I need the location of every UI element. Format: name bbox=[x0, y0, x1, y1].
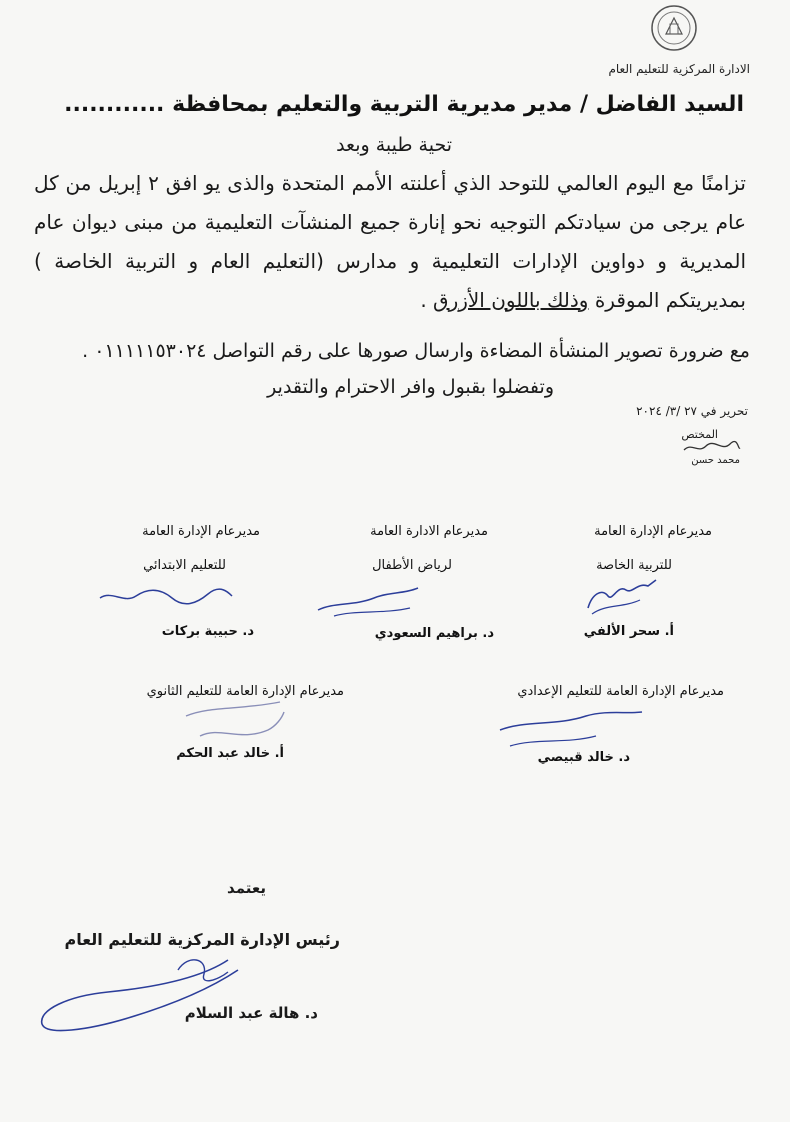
closing-line: وتفضلوا بقبول وافر الاحترام والتقدير bbox=[267, 376, 554, 398]
signature-name: د. خالد قبيصي bbox=[537, 750, 630, 765]
signature-subtitle: للتربية الخاصة bbox=[596, 558, 672, 573]
signature-subtitle: للتعليم الابتدائي bbox=[143, 558, 226, 573]
handwritten-signature-icon bbox=[314, 580, 424, 620]
addressee-line: السيد الفاضل / مدير مديرية التربية والتعليم بمحافظة ............ bbox=[64, 92, 744, 117]
signature-title: مديرعام الإدارة العامة للتعليم الثانوي bbox=[146, 684, 344, 699]
signature-title: مديرعام الإدارة العامة bbox=[142, 524, 260, 539]
approval-title: رئيس الإدارة المركزية للتعليم العام bbox=[64, 930, 340, 949]
issue-date: تحرير في ٢٧ /٣/ ٢٠٢٤ bbox=[636, 404, 748, 418]
handwritten-signature-icon bbox=[180, 696, 290, 752]
letter-body bbox=[34, 164, 746, 320]
body-end: . bbox=[420, 288, 434, 312]
handwritten-signature-icon bbox=[96, 584, 236, 610]
signature-title: مديرعام الإدارة العامة bbox=[594, 524, 712, 539]
signature-name: د. براهيم السعودي bbox=[374, 626, 494, 641]
specialist-name: محمد حسن bbox=[691, 455, 740, 466]
body-underlined-text: وذلك باللون الأزرق bbox=[433, 288, 589, 312]
handwritten-signature-icon bbox=[28, 940, 258, 1040]
signature-subtitle: لرياض الأطفال bbox=[372, 558, 452, 573]
body-text-main: تزامنًا مع اليوم العالمي للتوحد الذي أعلنته الأمم المتحدة والذى يو افق ٢ إبريل من كل عام يرجى من سيادتكم التوجيه نحو إنارة جميع المنشآت التعليمية من مبنى ديوان عام المديرية و دواوين الإدارات التعليمية و مدارس (التعليم العام و التربية الخاصة ) بمديريتكم الموقرة bbox=[34, 171, 746, 312]
specialist-signature-icon bbox=[682, 440, 742, 456]
department-header: الادارة المركزية للتعليم العام bbox=[608, 62, 750, 76]
greeting: تحية طيبة وبعد bbox=[336, 134, 452, 156]
approval-label: يعتمد bbox=[227, 879, 266, 897]
signature-name: أ. سحر الألفي bbox=[583, 624, 674, 639]
ministry-logo-icon bbox=[636, 4, 712, 54]
signature-title: مديرعام الإدارة العامة للتعليم الإعدادي bbox=[517, 684, 724, 699]
specialist-title: المختص bbox=[681, 428, 718, 441]
signature-name: أ. خالد عبد الحكم bbox=[176, 746, 284, 761]
signature-title: مديرعام الادارة العامة bbox=[370, 524, 488, 539]
handwritten-signature-icon bbox=[582, 574, 662, 618]
contact-note: مع ضرورة تصوير المنشأة المضاءة وارسال صورها على رقم التواصل ٠١١١١١٥٣٠٢٤ . bbox=[82, 340, 750, 362]
signature-name: د. حبيبة بركات bbox=[161, 624, 254, 639]
handwritten-signature-icon bbox=[496, 706, 646, 752]
approval-name: د. هالة عبد السلام bbox=[184, 1004, 318, 1022]
